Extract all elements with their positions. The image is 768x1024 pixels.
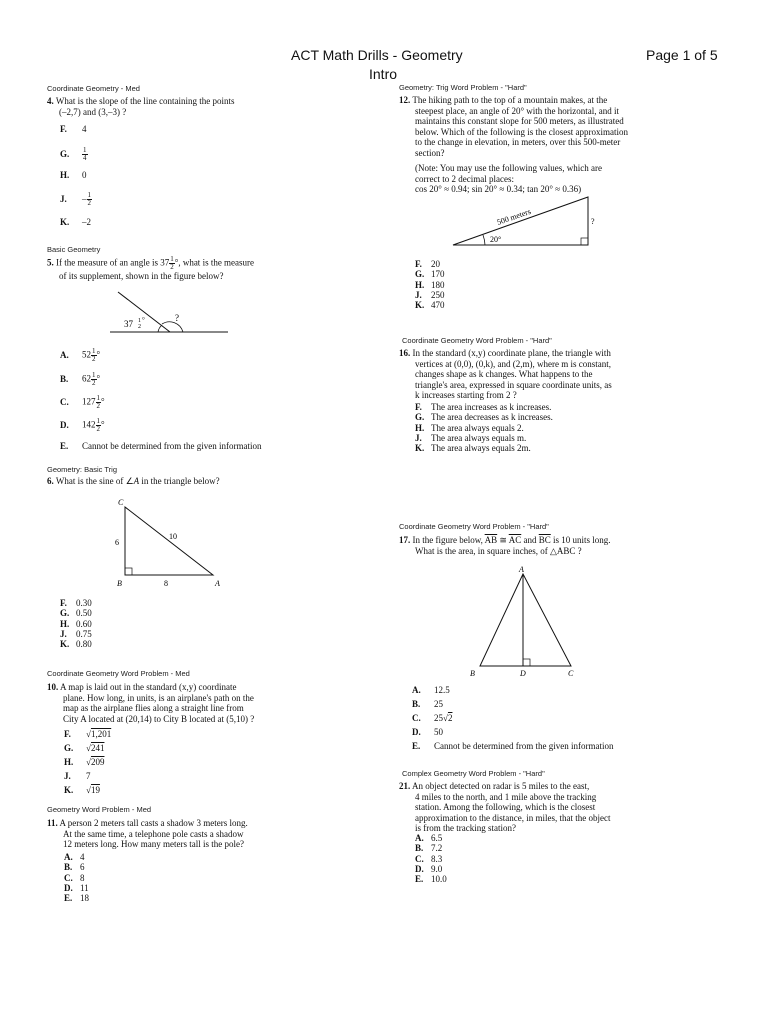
choice-letter: K. bbox=[64, 785, 74, 795]
vertex-c: C bbox=[568, 669, 574, 678]
q5-stem bbox=[47, 256, 287, 282]
fraction: $\frac{1}{2}$ bbox=[87, 191, 91, 207]
q11-choice-e[interactable]: E. 18 bbox=[64, 893, 89, 904]
q21-category: Complex Geometry Word Problem - "Hard" bbox=[402, 769, 545, 778]
q16-choice-h[interactable]: H. The area always equals 2. bbox=[415, 422, 524, 433]
right-angle-mark bbox=[523, 659, 530, 666]
q17-number: 17. bbox=[399, 535, 411, 545]
q17-stem: 17. In the figure below, $\overline{AB}$ ≅ $\overline{AC}$ and $\overline{BC}$ is 10 units long. What is the area, in square inches, of △ABC ? bbox=[399, 535, 611, 556]
q11-choices bbox=[64, 852, 89, 903]
fraction: $\frac{1}{2}$ bbox=[170, 255, 174, 271]
q16-choice-f[interactable]: F. The area increases as k increases. bbox=[415, 402, 552, 412]
q6-number: 6. bbox=[47, 476, 54, 486]
vertex-a: A bbox=[519, 565, 524, 574]
choice-letter: J. bbox=[60, 193, 67, 204]
q10-choice-g[interactable]: G. √241 bbox=[64, 743, 105, 753]
fraction: $\frac{1}{2}$ bbox=[96, 394, 100, 410]
q12-choice-f[interactable]: F. 20 bbox=[415, 259, 440, 269]
q4-stem bbox=[47, 96, 287, 117]
q12-choices bbox=[415, 259, 445, 310]
q6-choice-k[interactable]: K. 0.80 bbox=[60, 639, 92, 650]
vertex-c: C bbox=[118, 498, 124, 507]
q21-number: 21. bbox=[399, 781, 411, 791]
q21-choice-e[interactable]: E. 10.0 bbox=[415, 874, 447, 885]
q5-choice-c[interactable]: C. 127 $\frac{1}{2}$ ° bbox=[60, 394, 105, 410]
q4-choice-f[interactable] bbox=[60, 124, 87, 135]
q5-line1a: If the measure of an angle is 37 bbox=[56, 257, 170, 268]
choice-letter: G. bbox=[64, 743, 74, 753]
q21-choices bbox=[415, 833, 447, 884]
choice-letter: E. bbox=[60, 441, 69, 451]
choice-letter: F. bbox=[60, 124, 67, 134]
q11-number: 11. bbox=[47, 818, 58, 828]
side-8: 8 bbox=[164, 579, 168, 588]
q5-line2: of its supplement, shown in the figure below? bbox=[59, 271, 224, 281]
q11-choice-c[interactable]: C. 8 bbox=[64, 872, 85, 883]
choice-letter: H. bbox=[64, 757, 74, 767]
q4-category: Coordinate Geometry - Med bbox=[47, 84, 140, 93]
q16-choice-j[interactable]: J. The area always equals m. bbox=[415, 432, 527, 443]
q10-number: 10. bbox=[47, 682, 59, 692]
q4-number: 4. bbox=[47, 96, 54, 106]
q17-choice-c[interactable]: C. 25√2 bbox=[412, 713, 453, 723]
q12-choice-j[interactable]: J. 250 bbox=[415, 289, 445, 300]
q12-stem: 12. The hiking path to the top of a mountain makes, at the steepest place, an angle of 20° with the horizontal, and it maintains this constant slope for 500 meters, as illustrated below. Which of the following is the closest approximation to the change in elevation, in meters, over this 500-meter section? bbox=[399, 95, 628, 158]
q11-choice-a[interactable]: A. 4 bbox=[64, 852, 85, 862]
vertex-b: B bbox=[470, 669, 475, 678]
q17-choice-d[interactable]: D. 50 bbox=[412, 727, 443, 737]
choice-letter: F. bbox=[64, 729, 71, 739]
q17-category: Coordinate Geometry Word Problem - "Hard" bbox=[399, 522, 549, 531]
q11-category: Geometry Word Problem - Med bbox=[47, 805, 152, 814]
document-title: ACT Math Drills - Geometry bbox=[291, 47, 463, 63]
q4-choice-j[interactable] bbox=[60, 192, 92, 207]
fraction: $\frac{1}{2}$ bbox=[92, 371, 96, 387]
q12-number: 12. bbox=[399, 95, 411, 105]
fraction: $\frac{1}{2}$ bbox=[92, 347, 96, 363]
q21-choice-a[interactable]: A. 6.5 bbox=[415, 833, 443, 843]
q10-category: Coordinate Geometry Word Problem - Med bbox=[47, 669, 190, 678]
q10-choice-k[interactable]: K. √19 bbox=[64, 785, 100, 795]
q17-triangle-figure bbox=[468, 564, 588, 679]
vertex-d: D bbox=[520, 669, 526, 678]
q16-choice-k[interactable]: K. The area always equals 2m. bbox=[415, 443, 531, 454]
supplement-label: ? bbox=[175, 313, 179, 323]
q16-category: Coordinate Geometry Word Problem - "Hard" bbox=[402, 336, 552, 345]
side-6: 6 bbox=[115, 538, 119, 547]
q11-choice-b[interactable]: B. 6 bbox=[64, 862, 85, 873]
vertex-b: B bbox=[117, 579, 122, 588]
angle-frac-den: 2 bbox=[138, 324, 141, 330]
side-10: 10 bbox=[169, 532, 177, 541]
angle-frac-num: 1 bbox=[138, 318, 141, 324]
angle-arc bbox=[158, 325, 162, 332]
height-label: ? bbox=[591, 217, 595, 226]
choice-letter: D. bbox=[60, 419, 69, 430]
isosceles-triangle bbox=[480, 574, 571, 666]
q12-choice-k[interactable]: K. 470 bbox=[415, 300, 445, 311]
q21-choice-b[interactable]: B. 7.2 bbox=[415, 843, 443, 854]
q16-choices bbox=[415, 402, 553, 453]
choice-letter: C. bbox=[60, 396, 69, 407]
q6-triangle-figure bbox=[112, 495, 227, 590]
q12-choice-g[interactable]: G. 170 bbox=[415, 269, 445, 280]
q5-choice-d[interactable]: D. 142 $\frac{1}{2}$ ° bbox=[60, 417, 105, 433]
angle-arc bbox=[483, 235, 485, 245]
q21-choice-c[interactable]: C. 8.3 bbox=[415, 853, 443, 864]
fraction: $\frac{1}{4}$ bbox=[83, 146, 87, 162]
q6-stem: 6. What is the sine of ∠A in the triangle below? bbox=[47, 476, 220, 486]
choice-letter: H. bbox=[60, 170, 70, 180]
q4-line1: What is the slope of the line containing the points bbox=[55, 96, 235, 106]
q12-note: (Note: You may use the following values, which are correct to 2 decimal places: cos 20° ≈ 0.94; sin 20° ≈ 0.34; tan 20° ≈ 0.36) bbox=[415, 163, 602, 194]
choice-letter: J. bbox=[64, 771, 71, 781]
supplement-arc bbox=[162, 322, 183, 332]
q11-stem: 11. A person 2 meters tall casts a shadow 3 meters long. At the same time, a telephone pole casts a shadow 12 meters long. How many meters tall is the pole? bbox=[47, 818, 248, 849]
q10-choice-h[interactable]: H. √209 bbox=[64, 757, 105, 767]
q6-choices bbox=[60, 598, 92, 649]
q5-angle-figure bbox=[110, 290, 230, 335]
q6-choice-g[interactable]: G. 0.50 bbox=[60, 608, 92, 619]
q12-category: Geometry: Trig Word Problem - "Hard" bbox=[399, 83, 527, 92]
angle-label: 37 bbox=[124, 319, 133, 329]
q4-line2: (–2,7) and (3,–3) ? bbox=[59, 106, 127, 117]
q4-choice-k[interactable] bbox=[60, 217, 91, 228]
q6-choice-f[interactable]: F. 0.30 bbox=[60, 598, 92, 608]
choice-text: 4 bbox=[82, 124, 87, 134]
q17-choice-e[interactable]: E. Cannot be determined from the given information bbox=[412, 741, 614, 751]
angle-label: 20° bbox=[490, 235, 502, 244]
q21-choice-d[interactable]: D. 9.0 bbox=[415, 863, 443, 874]
hyp-label: 500 meters bbox=[495, 206, 533, 227]
q12-slope-figure bbox=[450, 195, 610, 250]
triangle bbox=[125, 507, 213, 575]
q12-choice-h[interactable]: H. 180 bbox=[415, 279, 445, 290]
choice-letter: G. bbox=[60, 148, 70, 159]
q16-choice-g[interactable]: G. The area decreases as k increases. bbox=[415, 412, 553, 423]
q17-choice-a[interactable]: A. 12.5 bbox=[412, 685, 450, 695]
q6-choice-j[interactable]: J. 0.75 bbox=[60, 628, 92, 639]
angle-degree: ° bbox=[142, 316, 145, 324]
q21-stem: 21. An object detected on radar is 5 miles to the east, 4 miles to the north, and 1 mile above the tracking station. Among the following, which is the closest approximation to the distance, in miles, that the object is from the tracking station? bbox=[399, 781, 611, 833]
q6-category: Geometry: Basic Trig bbox=[47, 465, 118, 474]
q16-stem: 16. In the standard (x,y) coordinate plane, the triangle with vertices at (0,0), (0,k), and (2,m), where m is constant, changes shape as k changes. What happens to the triangle's area, expressed in square coordinate units, as k increases starting from 2 ? bbox=[399, 348, 612, 400]
q10-choice-j[interactable]: J. 7 bbox=[64, 771, 91, 781]
document-subtitle: Intro bbox=[369, 66, 398, 82]
q6-choice-h[interactable]: H. 0.60 bbox=[60, 618, 92, 629]
page-number: Page 1 of 5 bbox=[646, 47, 718, 63]
choice-text: 0 bbox=[82, 170, 87, 180]
slope-triangle bbox=[453, 197, 588, 245]
choice-text: –2 bbox=[82, 217, 91, 227]
choice-letter: A. bbox=[60, 349, 69, 360]
vertex-a: A bbox=[215, 579, 220, 588]
q4-choice-h[interactable] bbox=[60, 170, 87, 181]
choice-text: Cannot be determined from the given information bbox=[82, 441, 262, 451]
q17-choice-b[interactable]: B. 25 bbox=[412, 699, 443, 709]
q5-line1b: °, what is the measure bbox=[174, 257, 255, 268]
q5-number: 5. bbox=[47, 257, 54, 268]
q10-choice-f[interactable]: F. √1,201 bbox=[64, 729, 112, 739]
right-angle-mark bbox=[125, 568, 132, 575]
choice-letter: K. bbox=[60, 217, 70, 227]
q16-number: 16. bbox=[399, 348, 411, 358]
choice-letter: B. bbox=[60, 373, 69, 384]
right-angle-mark bbox=[581, 238, 588, 245]
q5-choice-a[interactable]: A. 52 $\frac{1}{2}$ ° bbox=[60, 347, 101, 363]
q5-choice-b[interactable]: B. 62 $\frac{1}{2}$ ° bbox=[60, 371, 101, 387]
fraction: $\frac{1}{2}$ bbox=[96, 417, 100, 433]
q10-stem: 10. A map is laid out in the standard (x,y) coordinate plane. How long, in units, is an airplane's path on the map as the airplane flies along a straight line from City A located at (20,14) to City B located at (5,10) ? bbox=[47, 682, 255, 724]
q5-category: Basic Geometry bbox=[47, 245, 101, 254]
q5-choice-e[interactable] bbox=[60, 441, 261, 452]
choice-text: – bbox=[82, 193, 87, 204]
q11-choice-d[interactable]: D. 11 bbox=[64, 882, 89, 893]
q4-choice-g[interactable] bbox=[60, 147, 88, 162]
